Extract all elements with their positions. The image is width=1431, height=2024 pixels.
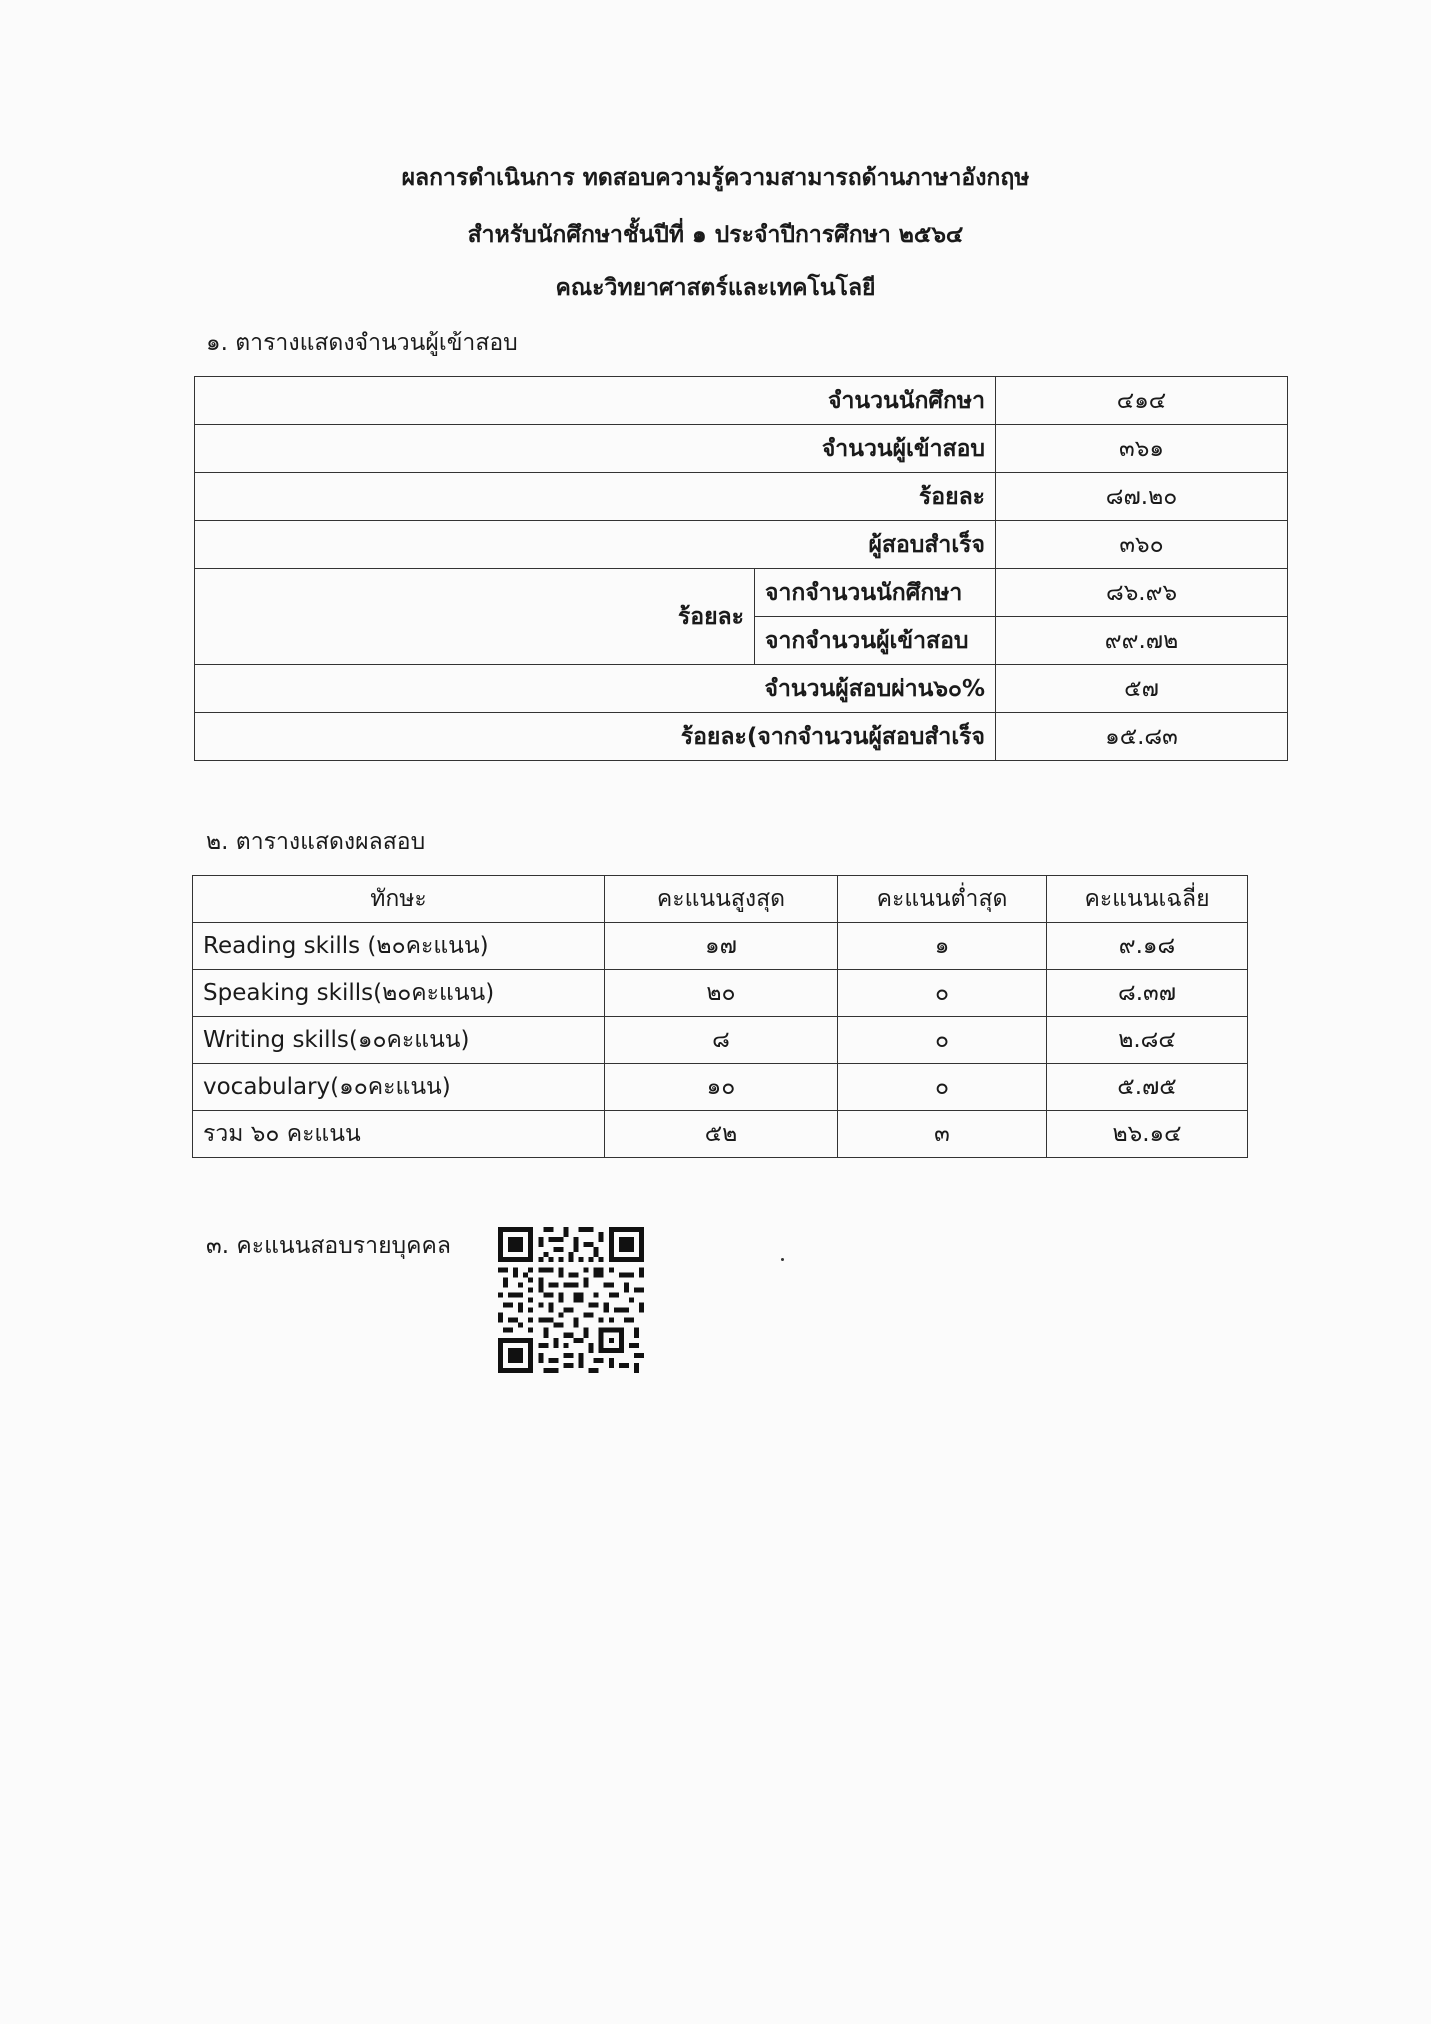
table-row (195, 713, 1288, 761)
avg-score-cell: ๕.๗๕ (1047, 1064, 1248, 1111)
max-score-cell: ๕๒ (605, 1111, 838, 1158)
column-header: คะแนนเฉลี่ย (1047, 876, 1248, 923)
skill-cell: Speaking skills(๒๐คะแนน) (193, 970, 605, 1017)
table-row (195, 425, 1288, 473)
row-value: ๓๖๑ (996, 425, 1288, 473)
table-row (193, 1064, 1248, 1111)
max-score-cell: ๑๐ (605, 1064, 838, 1111)
min-score-cell: ๐ (838, 970, 1047, 1017)
skill-cell: Reading skills (๒๐คะแนน) (193, 923, 605, 970)
document-title-line3: คณะวิทยาศาสตร์และเทคโนโลยี (555, 275, 876, 301)
row-sublabel: จากจำนวนผู้เข้าสอบ (755, 617, 996, 665)
row-value: ๙๙.๗๒ (996, 617, 1288, 665)
table-row (193, 970, 1248, 1017)
max-score-cell: ๘ (605, 1017, 838, 1064)
row-value: ๘๖.๙๖ (996, 569, 1288, 617)
avg-score-cell: ๙.๑๘ (1047, 923, 1248, 970)
max-score-cell: ๑๗ (605, 923, 838, 970)
table-row (195, 569, 1288, 617)
row-value: ๑๕.๘๓ (996, 713, 1288, 761)
row-label: ร้อยละ(จากจำนวนผู้สอบสำเร็จ (195, 713, 996, 761)
row-label: จำนวนนักศึกษา (195, 377, 996, 425)
table-row (193, 923, 1248, 970)
table-row (195, 377, 1288, 425)
stray-mark (781, 1258, 784, 1261)
row-value: ๓๖๐ (996, 521, 1288, 569)
row-label: จำนวนผู้สอบผ่าน๖๐% (195, 665, 996, 713)
row-label: ผู้สอบสำเร็จ (195, 521, 996, 569)
table-row (195, 521, 1288, 569)
table-header-row (193, 876, 1248, 923)
document-title-line1: ผลการดำเนินการ ทดสอบความรู้ความสามารถด้านภาษาอังกฤษ (401, 165, 1030, 191)
column-header: คะแนนสูงสุด (605, 876, 838, 923)
min-score-cell: ๑ (838, 923, 1047, 970)
table-row (193, 1111, 1248, 1158)
min-score-cell: ๐ (838, 1064, 1047, 1111)
min-score-cell: ๓ (838, 1111, 1047, 1158)
table-row (193, 1017, 1248, 1064)
participants-table (194, 376, 1288, 761)
min-score-cell: ๐ (838, 1017, 1047, 1064)
table-row (195, 473, 1288, 521)
column-header: ทักษะ (193, 876, 605, 923)
section3-heading: ๓. คะแนนสอบรายบุคคล (206, 1233, 452, 1259)
row-value: ๘๗.๒๐ (996, 473, 1288, 521)
row-label: จำนวนผู้เข้าสอบ (195, 425, 996, 473)
qr-code-image[interactable] (498, 1227, 644, 1373)
avg-score-cell: ๒.๘๔ (1047, 1017, 1248, 1064)
percent-group-label: ร้อยละ (195, 569, 755, 665)
max-score-cell: ๒๐ (605, 970, 838, 1017)
section1-heading: ๑. ตารางแสดงจำนวนผู้เข้าสอบ (206, 330, 518, 356)
row-value: ๕๗ (996, 665, 1288, 713)
column-header: คะแนนต่ำสุด (838, 876, 1047, 923)
avg-score-cell: ๘.๓๗ (1047, 970, 1248, 1017)
row-value: ๔๑๔ (996, 377, 1288, 425)
score-table (192, 875, 1248, 1158)
document-title-line2: สำหรับนักศึกษาชั้นปีที่ ๑ ประจำปีการศึกษา ๒๕๖๔ (467, 222, 964, 248)
skill-cell: Writing skills(๑๐คะแนน) (193, 1017, 605, 1064)
skill-cell: vocabulary(๑๐คะแนน) (193, 1064, 605, 1111)
row-label: ร้อยละ (195, 473, 996, 521)
avg-score-cell: ๒๖.๑๔ (1047, 1111, 1248, 1158)
row-sublabel: จากจำนวนนักศึกษา (755, 569, 996, 617)
section2-heading: ๒. ตารางแสดงผลสอบ (206, 829, 426, 855)
skill-cell: รวม ๖๐ คะแนน (193, 1111, 605, 1158)
table-row (195, 665, 1288, 713)
